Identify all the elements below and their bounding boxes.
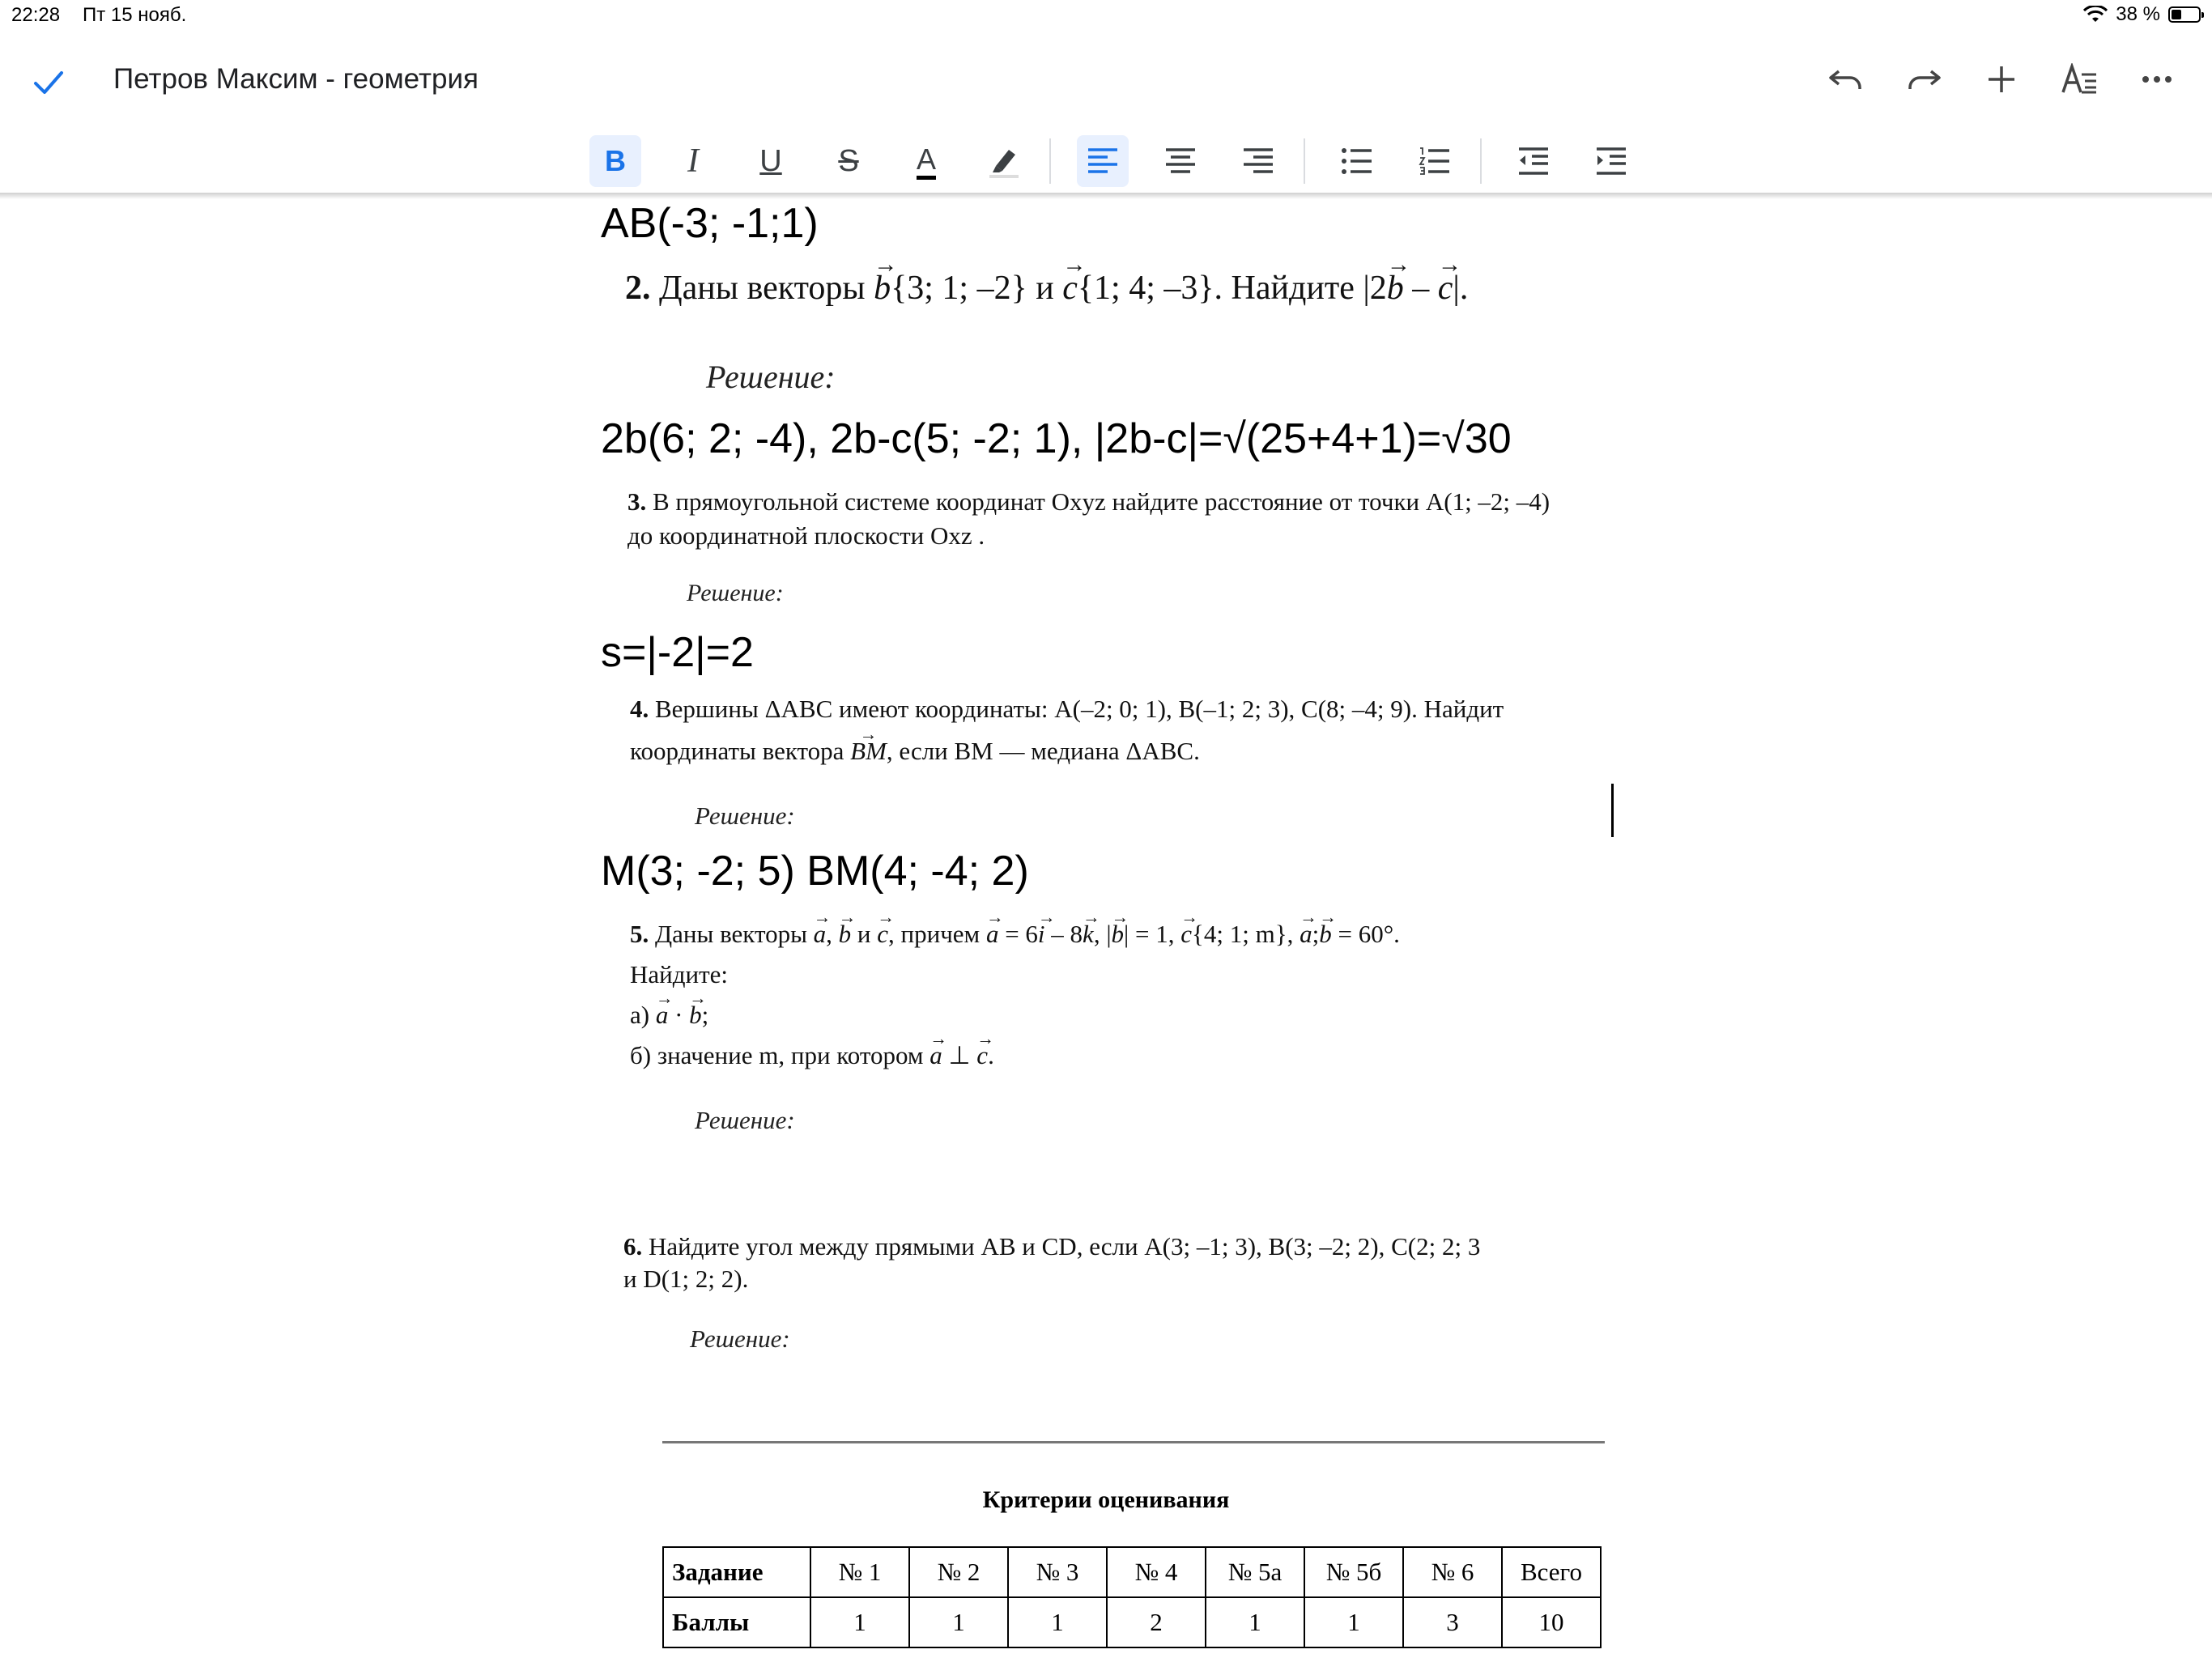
task-3-number: 3. — [627, 487, 647, 516]
table-cell: 1 — [1304, 1597, 1403, 1647]
plus-icon[interactable] — [1979, 57, 2024, 102]
task-6-text-1: Найдите угол между прямыми AB и CD, если A(3; –1; 3), B(3; –2; 2), C(2; 2; 3 — [649, 1232, 1481, 1261]
table-row — [663, 1597, 1601, 1647]
solution-label-3: Решение: — [687, 580, 784, 606]
task-6-line-1 — [623, 1232, 1480, 1261]
redo-icon[interactable] — [1901, 57, 1946, 102]
status-right — [2083, 3, 2201, 26]
highlighter-icon — [986, 143, 1022, 179]
task-5-text-a: Даны векторы — [655, 920, 807, 948]
battery-percent: 38 % — [2116, 3, 2160, 25]
task-2-text-i: |. — [1453, 270, 1469, 307]
vector-c: → c — [1438, 269, 1453, 308]
align-left-icon — [1087, 147, 1119, 176]
task-5-text-k: – 8 — [1051, 920, 1083, 948]
task-4-line-1 — [630, 695, 1504, 724]
align-left-button[interactable] — [1077, 135, 1129, 187]
task-4-text-2a: координаты вектора — [630, 737, 844, 765]
vector-b: → b — [839, 920, 852, 949]
table-cell: 1 — [810, 1597, 909, 1647]
text-color-button[interactable] — [900, 135, 952, 187]
table-cell: 1 — [1206, 1597, 1304, 1647]
vector-b: → b — [689, 1001, 702, 1030]
typed-answer-4[interactable]: M(3; -2; 5) BM(4; -4; 2) — [601, 848, 1029, 895]
typed-answer-2[interactable]: 2b(6; 2; -4), 2b-c(5; -2; 1), |2b-c|=√(25+4+1)=√30 — [601, 415, 1512, 462]
task-2-text-e: {1; 4; –3}. Найдите |2 — [1077, 270, 1387, 307]
underline-button[interactable] — [745, 135, 797, 187]
battery-icon — [2168, 6, 2201, 23]
underline-label: U — [759, 143, 782, 178]
task-3-line-1 — [627, 487, 1550, 517]
table-row-label: Задание — [663, 1547, 810, 1597]
top-bar — [0, 34, 2212, 123]
task-5-line-4 — [630, 1041, 994, 1070]
strikethrough-button[interactable] — [823, 135, 874, 187]
wifi-icon — [2083, 6, 2108, 23]
toolbar-shadow — [0, 193, 2212, 199]
solution-label-4: Решение: — [695, 801, 795, 830]
table-cell: № 3 — [1008, 1547, 1107, 1597]
vector-c: → c — [1062, 269, 1078, 308]
highlight-button[interactable] — [978, 135, 1030, 187]
task-5-text-u: = 60°. — [1338, 920, 1400, 948]
check-icon[interactable] — [29, 63, 68, 102]
task-5-line-2: Найдите: — [630, 960, 729, 988]
strikethrough-label: S — [838, 143, 859, 178]
task-3-line-2: до координатной плоскости Oxz . — [627, 521, 985, 550]
task-2 — [625, 269, 1468, 308]
text-cursor — [1611, 784, 1614, 837]
toolbar-divider — [1480, 138, 1482, 184]
task-5-line-3 — [630, 1001, 708, 1030]
table-cell: Всего — [1502, 1547, 1601, 1597]
task-5-text-o: | = 1, — [1124, 920, 1175, 948]
task-5-4e: . — [988, 1041, 994, 1069]
align-center-icon — [1164, 147, 1197, 176]
vector-k: → k — [1083, 920, 1094, 949]
status-time: 22:28 — [11, 4, 61, 26]
vector-a: → a — [1300, 920, 1312, 949]
task-5-text-m: , | — [1093, 920, 1112, 948]
task-5-3a: а) — [630, 1001, 650, 1029]
table-cell: № 5б — [1304, 1547, 1403, 1597]
decrease-indent-button[interactable] — [1508, 135, 1559, 187]
task-5-4a: б) значение m, при котором — [630, 1041, 924, 1069]
increase-indent-icon — [1595, 147, 1627, 176]
task-4-text-1: Вершины ΔABC имеют координаты: A(–2; 0; 1), B(–1; 2; 3), C(8; –4; 9). Найдит — [655, 695, 1504, 723]
task-5-3c: · — [668, 1001, 690, 1029]
format-toolbar — [589, 133, 1663, 189]
solution-label-2: Решение: — [706, 359, 836, 395]
table-cell: 1 — [909, 1597, 1008, 1647]
document-body[interactable] — [0, 199, 2212, 1658]
task-5-number: 5. — [630, 920, 649, 948]
numbered-list-icon — [1419, 147, 1451, 176]
align-right-button[interactable] — [1232, 135, 1284, 187]
solution-label-5: Решение: — [695, 1106, 795, 1134]
italic-button[interactable] — [667, 135, 719, 187]
toolbar-divider — [1304, 138, 1305, 184]
task-3-text-1: В прямоугольной системе координат Oxyz найдите расстояние от точки A(1; –2; –4) — [653, 487, 1551, 516]
decrease-indent-icon — [1517, 147, 1550, 176]
table-cell: № 4 — [1107, 1547, 1206, 1597]
divider-line — [662, 1441, 1605, 1443]
vector-c: → c — [976, 1041, 988, 1070]
table-cell: № 5а — [1206, 1547, 1304, 1597]
vector-b: → b — [874, 269, 891, 308]
vector-i: → i — [1038, 920, 1045, 949]
vector-c: → c — [877, 920, 888, 949]
table-cell: 3 — [1403, 1597, 1502, 1647]
task-5-text-i: = 6 — [1005, 920, 1038, 948]
typed-answer-1[interactable]: AB(-3; -1;1) — [601, 200, 819, 247]
status-date: Пт 15 нояб. — [83, 4, 187, 26]
task-5-text-q: {4; 1; m}, — [1192, 920, 1294, 948]
task-4-text-2c: , если BM — медиана ΔABC. — [886, 737, 1200, 765]
task-5-text-e: и — [857, 920, 871, 948]
vector-c: → c — [1180, 920, 1192, 949]
criteria-title: Критерии оценивания — [982, 1486, 1230, 1513]
table-cell: 1 — [1008, 1597, 1107, 1647]
table-cell: № 2 — [909, 1547, 1008, 1597]
align-center-button[interactable] — [1155, 135, 1206, 187]
bold-button[interactable] — [589, 135, 641, 187]
align-right-icon — [1242, 147, 1274, 176]
text-format-icon[interactable] — [2057, 57, 2102, 102]
task-2-text-c: {3; 1; –2} и — [891, 270, 1054, 307]
vector-a: → a — [814, 920, 827, 949]
battery-fill — [2172, 10, 2181, 19]
task-5-text-g: , причем — [888, 920, 981, 948]
vector-bm: → BM — [850, 737, 887, 766]
task-6-number: 6. — [623, 1232, 643, 1261]
vector-b: → b — [1319, 920, 1332, 949]
task-2-number: 2. — [625, 270, 651, 307]
increase-indent-button[interactable] — [1585, 135, 1637, 187]
task-5-4c: ⊥ — [942, 1041, 977, 1069]
text-color-label: A — [917, 143, 936, 180]
table-cell: 10 — [1502, 1597, 1601, 1647]
status-bar — [0, 0, 2212, 34]
vector-b: → b — [1112, 920, 1125, 949]
task-6-line-2: и D(1; 2; 2). — [623, 1265, 749, 1293]
undo-icon[interactable] — [1823, 57, 1869, 102]
toolbar-divider — [1049, 138, 1051, 184]
numbered-list-button[interactable] — [1409, 135, 1461, 187]
task-5-3e: ; — [701, 1001, 709, 1029]
task-2-text-g: – — [1403, 270, 1438, 307]
italic-label: I — [687, 142, 699, 180]
task-5-line-1 — [630, 920, 1400, 949]
top-actions — [1823, 57, 2180, 102]
vector-b: → b — [1387, 269, 1404, 308]
table-row-label: Баллы — [663, 1597, 810, 1647]
table-cell: № 1 — [810, 1547, 909, 1597]
task-5-text-s: ; — [1312, 920, 1320, 948]
task-4-number: 4. — [630, 695, 649, 723]
task-2-text-a: Даны векторы — [659, 270, 866, 307]
bullet-list-button[interactable] — [1331, 135, 1383, 187]
document-title[interactable]: Петров Максим - геометрия — [113, 63, 479, 95]
bullet-list-icon — [1341, 147, 1373, 176]
task-4-line-2 — [630, 737, 1200, 766]
table-cell: № 6 — [1403, 1547, 1502, 1597]
vector-a: → a — [929, 1041, 942, 1070]
vector-a: → a — [986, 920, 999, 949]
solution-label-6: Решение: — [690, 1324, 790, 1353]
bold-label: B — [605, 144, 626, 177]
task-5-text-c: , — [826, 920, 832, 948]
table-cell: 2 — [1107, 1597, 1206, 1647]
vector-a: → a — [656, 1001, 669, 1030]
typed-answer-3[interactable]: s=|-2|=2 — [601, 629, 754, 676]
criteria-table — [662, 1546, 1602, 1648]
table-row — [663, 1547, 1601, 1597]
more-icon[interactable] — [2134, 57, 2180, 102]
